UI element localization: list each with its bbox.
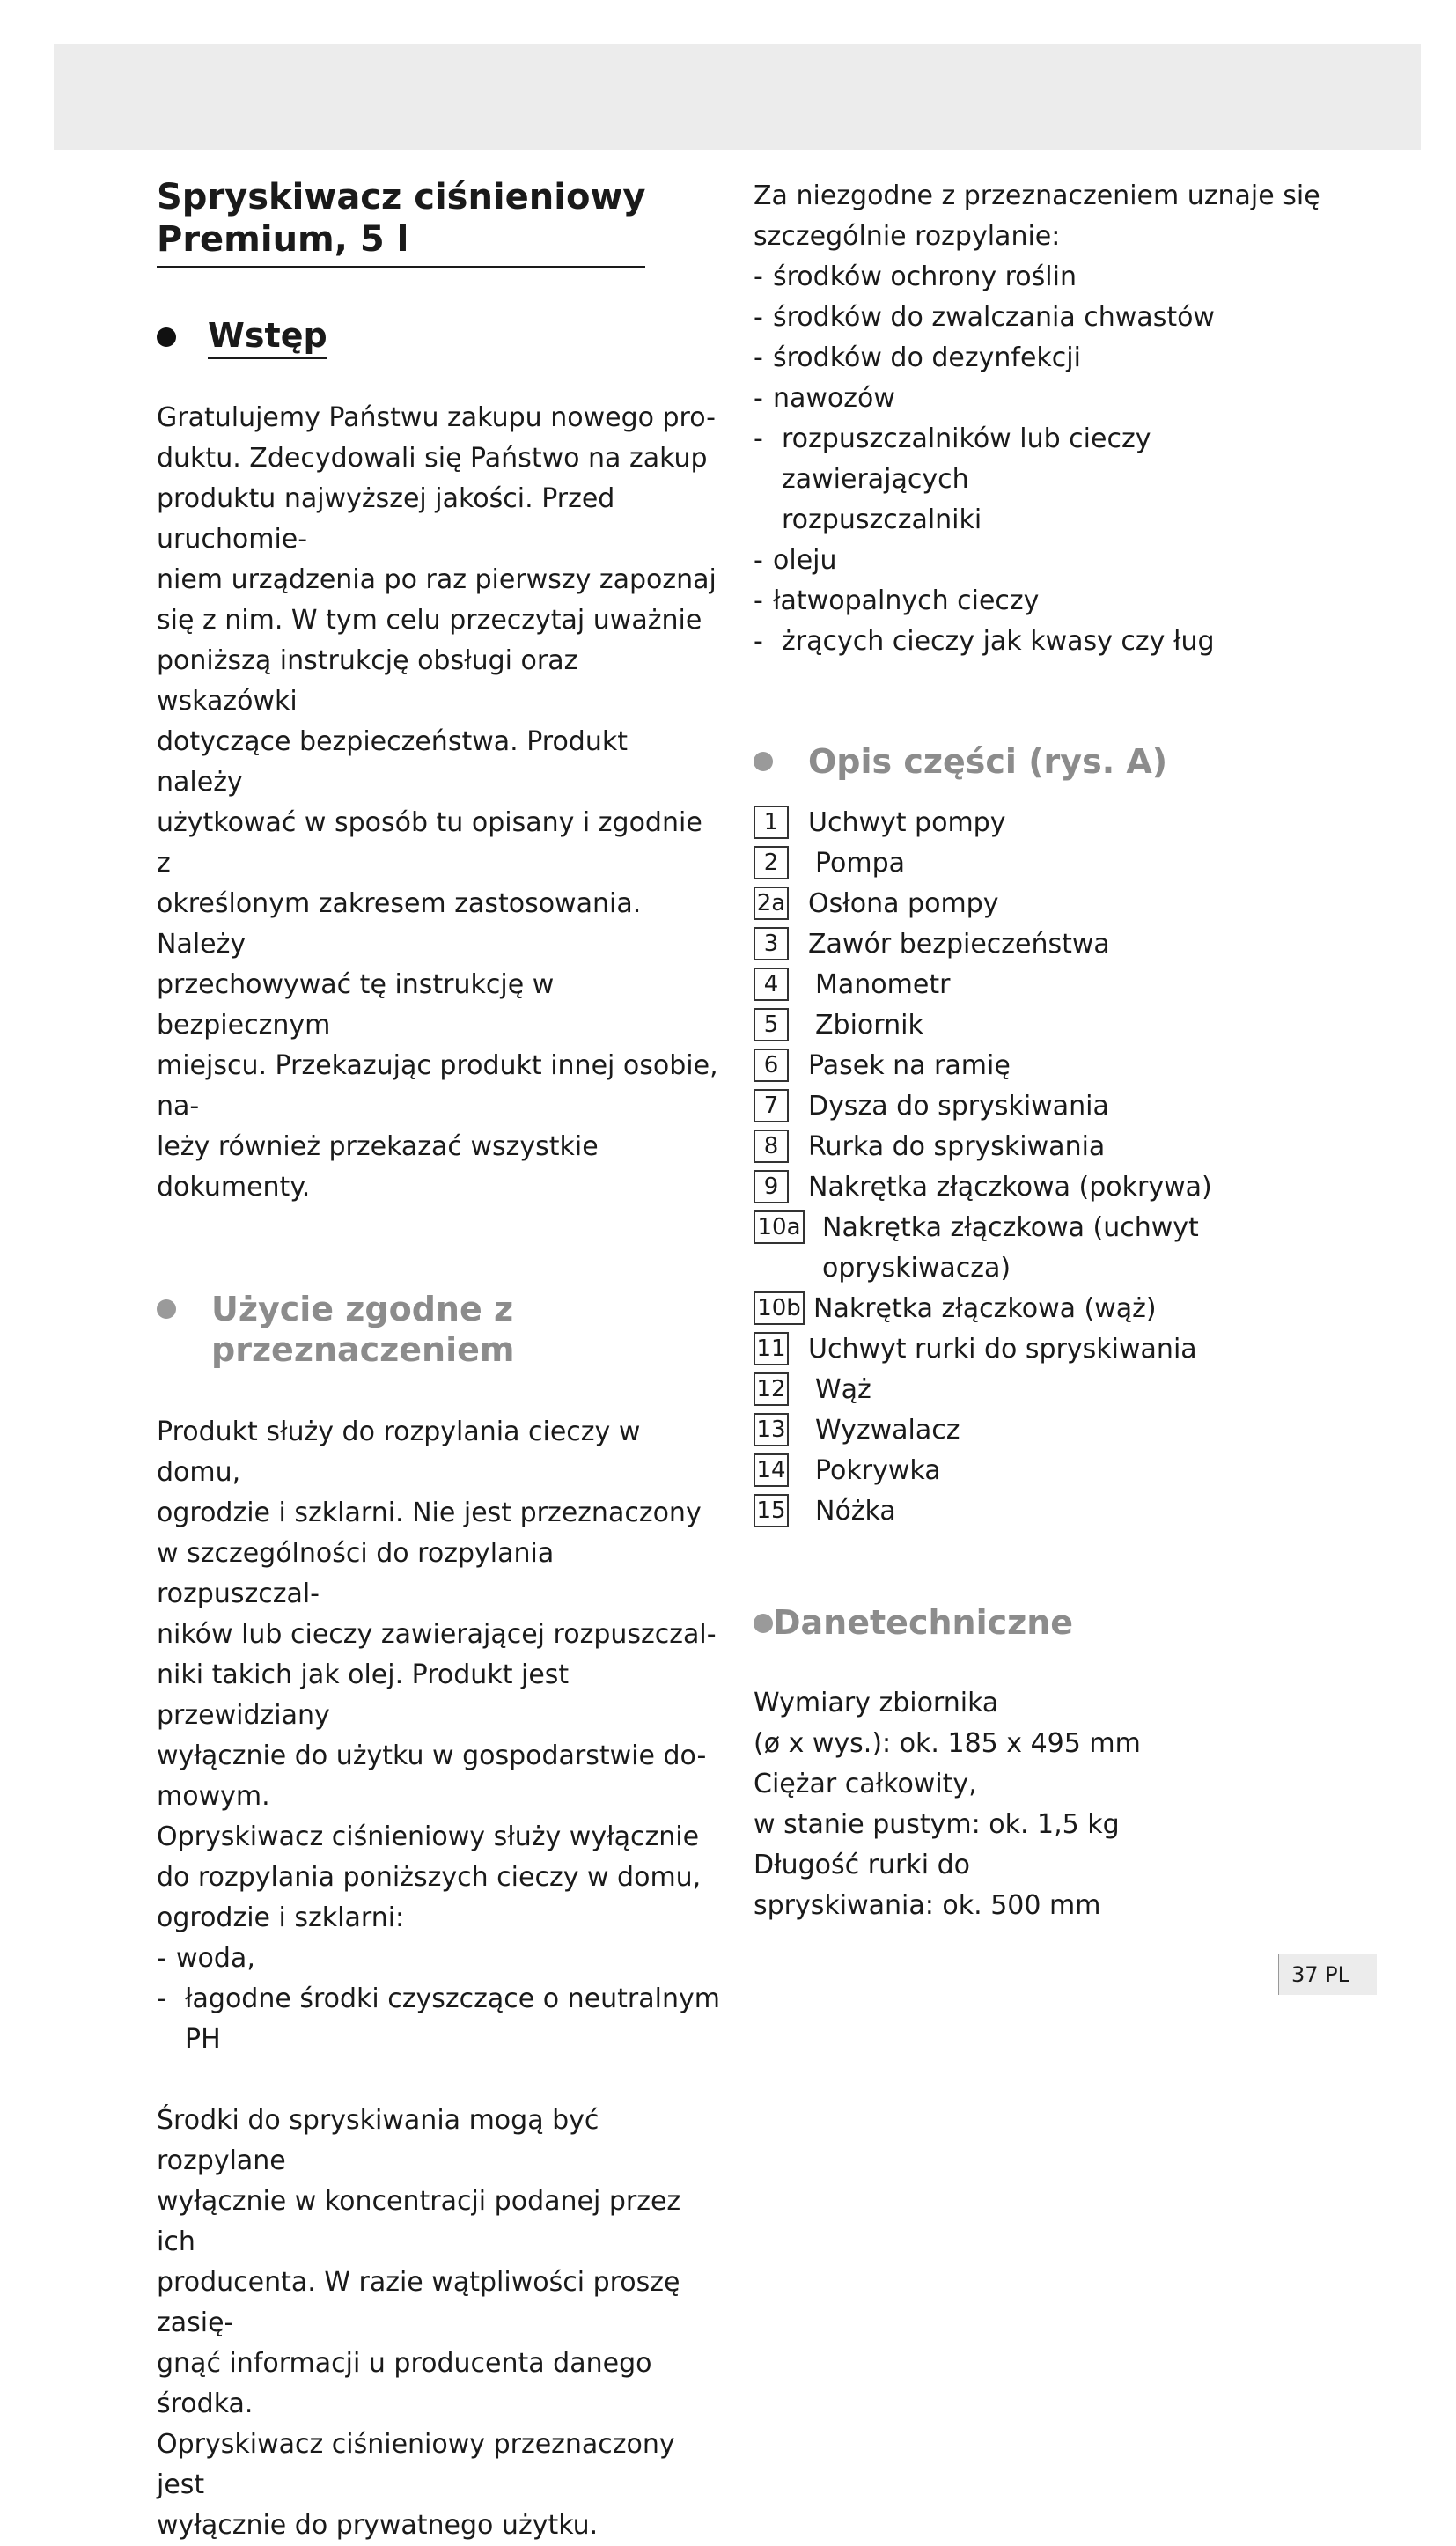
part-number: 3: [754, 927, 789, 960]
parts-heading-text: Opis części (rys. A): [808, 742, 1168, 781]
tech-heading: [754, 1602, 1335, 1643]
part-number: 10b: [754, 1291, 805, 1325]
misuse-section: [754, 176, 1335, 662]
heading-bullet-icon: [157, 327, 176, 347]
part-label: Pokrywka: [815, 1455, 941, 1486]
tech-line: (ø x wys.): ok. 185 x 495 mm: [754, 1728, 1141, 1759]
part-number: 11: [754, 1332, 789, 1365]
intended-use-heading-line-2: przeznaczeniem: [211, 1330, 515, 1369]
tech-line: w stanie pustym: ok. 1,5 kg: [754, 1809, 1120, 1840]
part-label: Zbiornik: [815, 1010, 923, 1041]
part-item: [754, 1410, 1335, 1451]
intended-use-line: ogrodzie i szklarni. Nie jest przeznaczony: [157, 1497, 702, 1528]
intro-line: produktu najwyższej jakości. Przed uruchomie-: [157, 483, 615, 555]
part-label: Nakrętka złączkowa (pokrywa): [808, 1172, 1212, 1203]
intended-use-line: ników lub cieczy zawierającej rozpuszczal-: [157, 1619, 717, 1650]
part-label: Pasek na ramię: [808, 1050, 1011, 1081]
intended-use-text: [157, 1412, 720, 2060]
list-item: - łatwopalnych cieczy: [754, 585, 1040, 616]
part-number: 14: [754, 1453, 789, 1487]
part-number: 15: [754, 1494, 789, 1527]
intended-use-line: do rozpylania poniższych cieczy w domu,: [157, 1862, 702, 1893]
page-number-box: [1278, 1954, 1377, 1995]
part-label: Wyzwalacz: [815, 1415, 960, 1446]
part-number: 13: [754, 1413, 789, 1446]
document-title: [157, 176, 645, 268]
part-item: [754, 1491, 1335, 1532]
intro-line: Gratulujemy Państwu zakupu nowego pro-: [157, 402, 716, 433]
part-number: 8: [754, 1130, 789, 1163]
list-item: - środków do dezynfekcji: [754, 342, 1081, 373]
allowed-liquids-list: [157, 1939, 720, 2060]
intro-text: [157, 398, 720, 1208]
part-item: [754, 1046, 1335, 1086]
part-item: [754, 1086, 1335, 1127]
intro-line: poniższą instrukcję obsługi oraz wskazówki: [157, 645, 578, 717]
part-number: 7: [754, 1089, 789, 1122]
part-label: Nakrętka złączkowa (uchwyt opryskiwacza): [822, 1212, 1199, 1284]
part-item: [754, 1005, 1335, 1046]
intro-line: niem urządzenia po raz pierwszy zapoznaj: [157, 564, 717, 595]
part-item: [754, 1289, 1335, 1329]
intro-line: duktu. Zdecydowali się Państwo na zakup: [157, 443, 708, 474]
part-label: Manometr: [815, 969, 951, 1000]
heading-bullet-icon: [157, 1299, 176, 1319]
intended-use-heading: [157, 1289, 720, 1370]
misuse-intro-line: szczególnie rozpylanie:: [754, 221, 1061, 252]
header-band: [54, 44, 1421, 150]
intended-use-line: mowym.: [157, 1781, 270, 1812]
part-item: [754, 924, 1335, 965]
parts-heading: [754, 741, 1335, 782]
part-label: Zawór bezpieczeństwa: [808, 929, 1110, 960]
intro-line: się z nim. W tym celu przeczytaj uważnie: [157, 605, 702, 636]
intro-heading: [157, 315, 720, 359]
intro-line: dotyczące bezpieczeństwa. Produkt należy: [157, 726, 628, 798]
part-item: [754, 965, 1335, 1005]
list-item: - łagodne środki czyszczące o neutralnym PH: [157, 1983, 720, 2055]
intended-use-line: Produkt służy do rozpylania cieczy w domu,: [157, 1416, 641, 1488]
list-item: - rozpuszczalników lub cieczy zawierających rozpuszczalniki: [754, 423, 1151, 535]
misuse-list: [754, 257, 1335, 662]
tech-line: Ciężar całkowity,: [754, 1769, 977, 1799]
part-number: 9: [754, 1170, 789, 1203]
intro-line: miejscu. Przekazując produkt innej osobie, na-: [157, 1050, 718, 1122]
part-item: [754, 1370, 1335, 1410]
part-item: [754, 884, 1335, 924]
part-item: [754, 803, 1335, 843]
part-label: Nóżka: [815, 1496, 896, 1527]
list-item: - środków do zwalczania chwastów: [754, 302, 1215, 333]
part-number: 2: [754, 846, 789, 879]
part-item: [754, 1329, 1335, 1370]
part-label: Rurka do spryskiwania: [808, 1131, 1106, 1162]
part-label: Pompa: [815, 848, 906, 879]
list-item: - woda,: [157, 1943, 255, 1974]
misuse-intro-line: Za niezgodne z przeznaczeniem uznaje się: [754, 180, 1320, 211]
heading-bullet-icon: [754, 1614, 773, 1633]
intended-use-line: w szczególności do rozpylania rozpuszczal-: [157, 1538, 555, 1609]
list-item: - żrących cieczy jak kwasy czy ług: [754, 626, 1215, 657]
list-item: - oleju: [754, 545, 837, 576]
part-number: 2a: [754, 887, 789, 920]
parts-list: [754, 803, 1335, 1532]
tech-heading-text: Danetechniczne: [773, 1603, 1074, 1642]
concentration-line: wyłącznie do prywatnego użytku.: [157, 2510, 599, 2541]
part-item: [754, 1208, 1335, 1289]
concentration-line: Opryskiwacz ciśnieniowy przeznaczony jest: [157, 2429, 675, 2500]
part-number: 12: [754, 1372, 789, 1406]
title-line-1: Spryskiwacz ciśnieniowy: [157, 177, 646, 217]
part-label: Nakrętka złączkowa (wąż): [813, 1293, 1157, 1324]
concentration-line: gnąć informacji u producenta danego środka.: [157, 2348, 652, 2419]
part-number: 4: [754, 968, 789, 1001]
part-label: Wąż: [815, 1374, 871, 1405]
tech-data: [754, 1683, 1335, 1926]
part-item: [754, 1127, 1335, 1167]
concentration-text: [157, 2101, 720, 2546]
list-item: - środków ochrony roślin: [754, 261, 1077, 292]
intro-line: użytkować w sposób tu opisany i zgodnie z: [157, 807, 702, 879]
concentration-line: producenta. W razie wątpliwości proszę zasię-: [157, 2267, 680, 2338]
intended-use-line: wyłącznie do użytku w gospodarstwie do-: [157, 1740, 707, 1771]
intro-heading-text: Wstęp: [208, 315, 327, 359]
part-item: [754, 1167, 1335, 1208]
tech-line: Długość rurki do: [754, 1850, 971, 1880]
part-number: 10a: [754, 1210, 805, 1244]
concentration-line: Środki do spryskiwania mogą być rozpylane: [157, 2105, 599, 2176]
part-label: Uchwyt pompy: [808, 807, 1006, 838]
intended-use-heading-line-1: Użycie zgodne z: [211, 1290, 514, 1328]
intended-use-line: Opryskiwacz ciśnieniowy służy wyłącznie: [157, 1821, 700, 1852]
intro-line: przechowywać tę instrukcję w bezpiecznym: [157, 969, 555, 1041]
part-label: Osłona pompy: [808, 888, 999, 919]
tech-line: Wymiary zbiornika: [754, 1688, 999, 1718]
list-item: - nawozów: [754, 383, 895, 414]
title-line-2: Premium, 5 l: [157, 219, 409, 260]
right-column: [754, 176, 1335, 1926]
left-column: [157, 176, 720, 2546]
concentration-line: wyłącznie w koncentracji podanej przez ich: [157, 2186, 681, 2257]
heading-bullet-icon: [754, 752, 773, 771]
part-item: [754, 843, 1335, 884]
part-label: Uchwyt rurki do spryskiwania: [808, 1334, 1197, 1365]
intended-use-line: ogrodzie i szklarni:: [157, 1902, 405, 1933]
tech-line: spryskiwania: ok. 500 mm: [754, 1890, 1101, 1921]
part-number: 1: [754, 806, 789, 839]
part-item: [754, 1451, 1335, 1491]
intro-line: określonym zakresem zastosowania. Należy: [157, 888, 642, 960]
part-label: Dysza do spryskiwania: [808, 1091, 1109, 1122]
part-number: 5: [754, 1008, 789, 1041]
part-number: 6: [754, 1049, 789, 1082]
intended-use-line: niki takich jak olej. Produkt jest przewidziany: [157, 1659, 570, 1731]
intro-line: leży również przekazać wszystkie dokumenty.: [157, 1131, 599, 1203]
page-number: 37 PL: [1291, 1962, 1350, 1987]
